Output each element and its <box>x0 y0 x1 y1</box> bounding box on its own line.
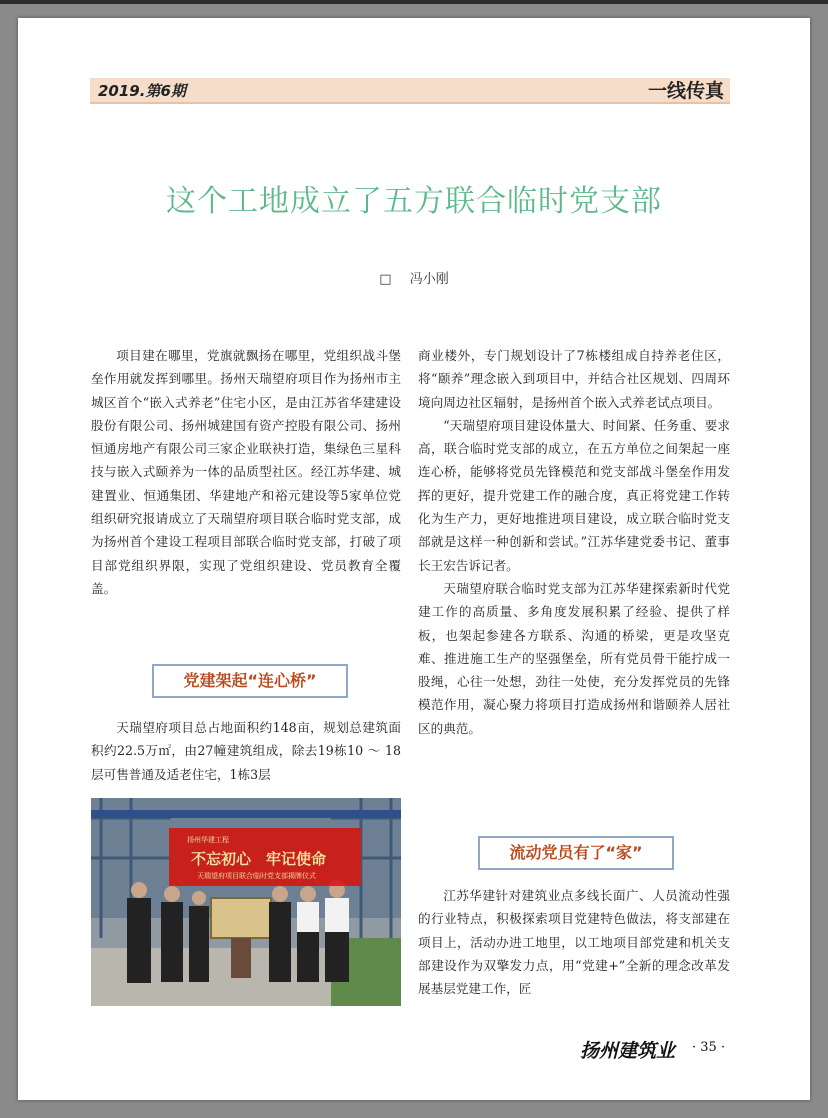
subheading-bridge: 党建架起“连心桥” <box>152 664 348 698</box>
author-name: 冯小刚 <box>409 272 449 287</box>
byline-square-icon: □ <box>379 272 392 287</box>
right-column-bottom <box>418 884 730 1000</box>
right-column-top <box>418 344 730 740</box>
paragraph: 天瑞望府项目总占地面积约148亩，规划总建筑面积约22.5万㎡，由27幢建筑组成，除去19栋10 ～ 18层可售普通及适老住宅，1栋3层 <box>91 720 401 782</box>
paragraph: 江苏华建针对建筑业点多线长面广、人员流动性强的行业特点，积极探索项目党建特色做法，将支部建在项目上，活动办进工地里，以工地项目部党建和机关支部建设作为双擎发力点，用“党建+”全新的理念改革发展基层党建工作，匠 <box>418 888 730 997</box>
article-title: 这个工地成立了五方联合临时党支部 <box>166 184 662 219</box>
paragraph: 商业楼外，专门规划设计了7栋楼组成自持养老住区，将“颐养”理念嵌入到项目中，并结合社区规划、四周环境向周边社区辐射，是扬州首个嵌入式养老试点项目。 <box>418 348 730 410</box>
viewer-top-bar <box>0 0 828 4</box>
page-header <box>90 78 730 104</box>
ceremony-photo <box>91 798 401 1006</box>
magazine-brand: 扬州建筑业 <box>580 1040 676 1062</box>
page-number: · 35 · <box>692 1040 726 1055</box>
byline <box>18 268 810 287</box>
banner-sub-text: 天瑞望府项目联合临时党支部揭牌仪式 <box>197 872 316 880</box>
subheading-home: 流动党员有了“家” <box>478 836 674 870</box>
banner-main-text: 不忘初心 牢记使命 <box>191 850 327 868</box>
paragraph: 天瑞望府联合临时党支部为江苏华建探索新时代党建工作的高质量、多角度发展积累了经验、提供了样板，也架起参建各方联系、沟通的桥梁，更是攻坚克难、推进施工生产的坚强堡垒，所有党员骨干能拧成一股绳，心往一处想，劲往一处使，充分发挥党员的先锋模范作用，凝心聚力将项目打造成扬州和谐颐养人居社区的典范。 <box>418 580 730 736</box>
paragraph: “天瑞望府项目建设体量大、时间紧、任务重、要求高，联合临时党支部的成立，在五方单位之间架起一座连心桥，能够将党员先锋模范和党支部战斗堡垒作用发挥的更好，提升党建工作的融合度，真正将党建工作转化为生产力，更好地推进项目建设，成立联合临时党支部就是这样一种创新和尝试。”江苏华建党委书记、董事长王宏告诉记者。 <box>418 417 730 573</box>
photo-illustration <box>91 798 401 1006</box>
banner-small-text: 扬州华建工程 <box>187 836 229 844</box>
issue-label: 2019.第6期 <box>98 82 186 100</box>
paragraph: 项目建在哪里，党旗就飘扬在哪里，党组织战斗堡垒作用就发挥到哪里。扬州天瑞望府项目作为扬州市主城区首个“嵌入式养老”住宅小区，是由江苏省华建建设股份有限公司、扬州城建国有资产控股有限公司、扬州恒通房地产有限公司三家企业联袂打造，集绿色三星科技与嵌入式颐养为一体的品质型社区。经江苏华建、城建置业、恒通集团、华建地产和裕元建设等5家单位党组织研究报请成立了天瑞望府项目联合临时党支部，成为扬州首个建设工程项目部联合临时党支部，打破了项目部党组织界限，实现了党组织建设、党员教育全覆盖。 <box>91 348 401 596</box>
left-column-project <box>91 716 401 786</box>
magazine-page <box>18 18 810 1100</box>
section-label: 一线传真 <box>647 80 724 102</box>
left-column-intro <box>91 344 401 600</box>
